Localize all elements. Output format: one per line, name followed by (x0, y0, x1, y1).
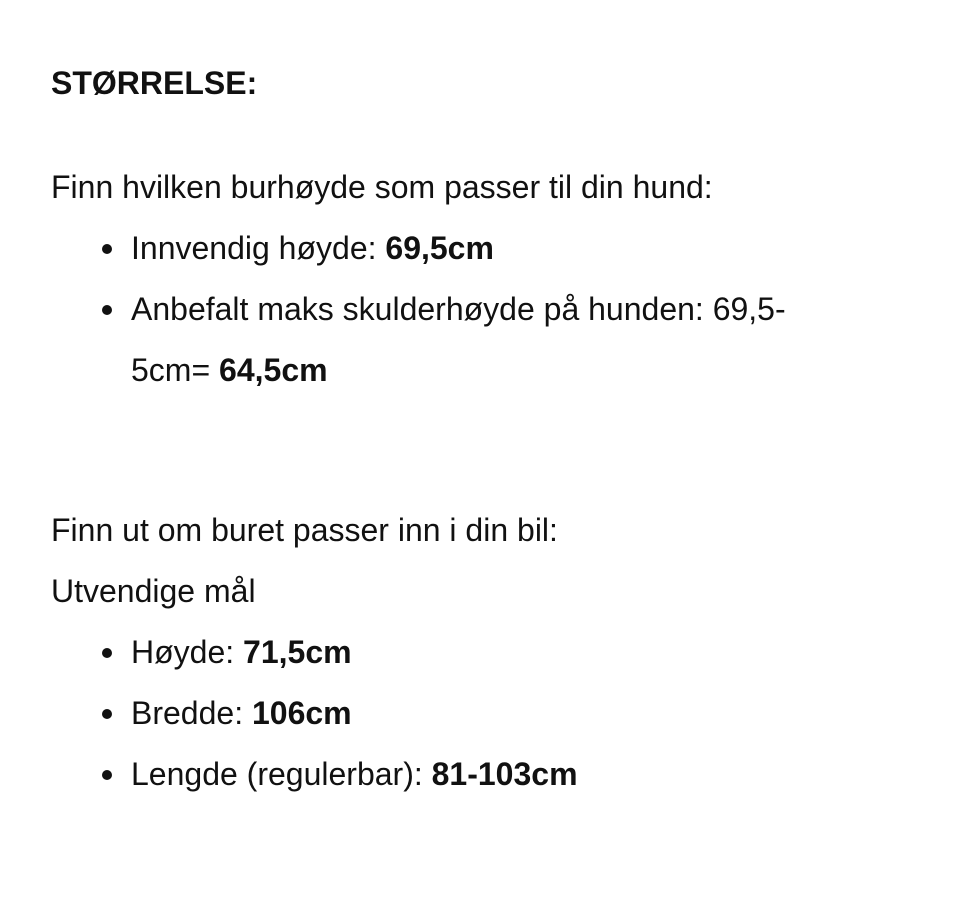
length-value: 81-103cm (431, 756, 578, 792)
bullet-icon (102, 244, 112, 254)
width-label: Bredde: (131, 695, 252, 731)
outer-dimensions-label: Utvendige mål (51, 573, 256, 609)
inner-height-label: Innvendig høyde: (131, 230, 386, 266)
width-value: 106cm (251, 695, 352, 731)
inner-height-value: 69,5cm (385, 230, 494, 266)
bullet-icon (102, 648, 112, 658)
size-heading: STØRRELSE: (51, 65, 258, 101)
bullet-icon (102, 305, 112, 315)
list-item-max-shoulder-height (51, 279, 841, 401)
max-shoulder-height-value: 64,5cm (219, 352, 328, 388)
bullet-icon (102, 770, 112, 780)
list-item-width (51, 683, 841, 744)
cage-height-list (51, 218, 841, 401)
list-item-length (51, 744, 841, 805)
height-label: Høyde: (131, 634, 244, 670)
length-label: Lengde (regulerbar): (131, 756, 432, 792)
bullet-icon (102, 709, 112, 719)
height-value: 71,5cm (243, 634, 352, 670)
car-fit-intro: Finn ut om buret passer inn i din bil: (51, 512, 558, 548)
outer-dimensions-list (51, 622, 841, 805)
list-item-height (51, 622, 841, 683)
max-shoulder-height-label: Anbefalt maks skulderhøyde på hunden: 69,5-5cm= (131, 291, 786, 388)
cage-height-intro: Finn hvilken burhøyde som passer til din hund: (51, 169, 713, 205)
list-item-inner-height (51, 218, 841, 279)
